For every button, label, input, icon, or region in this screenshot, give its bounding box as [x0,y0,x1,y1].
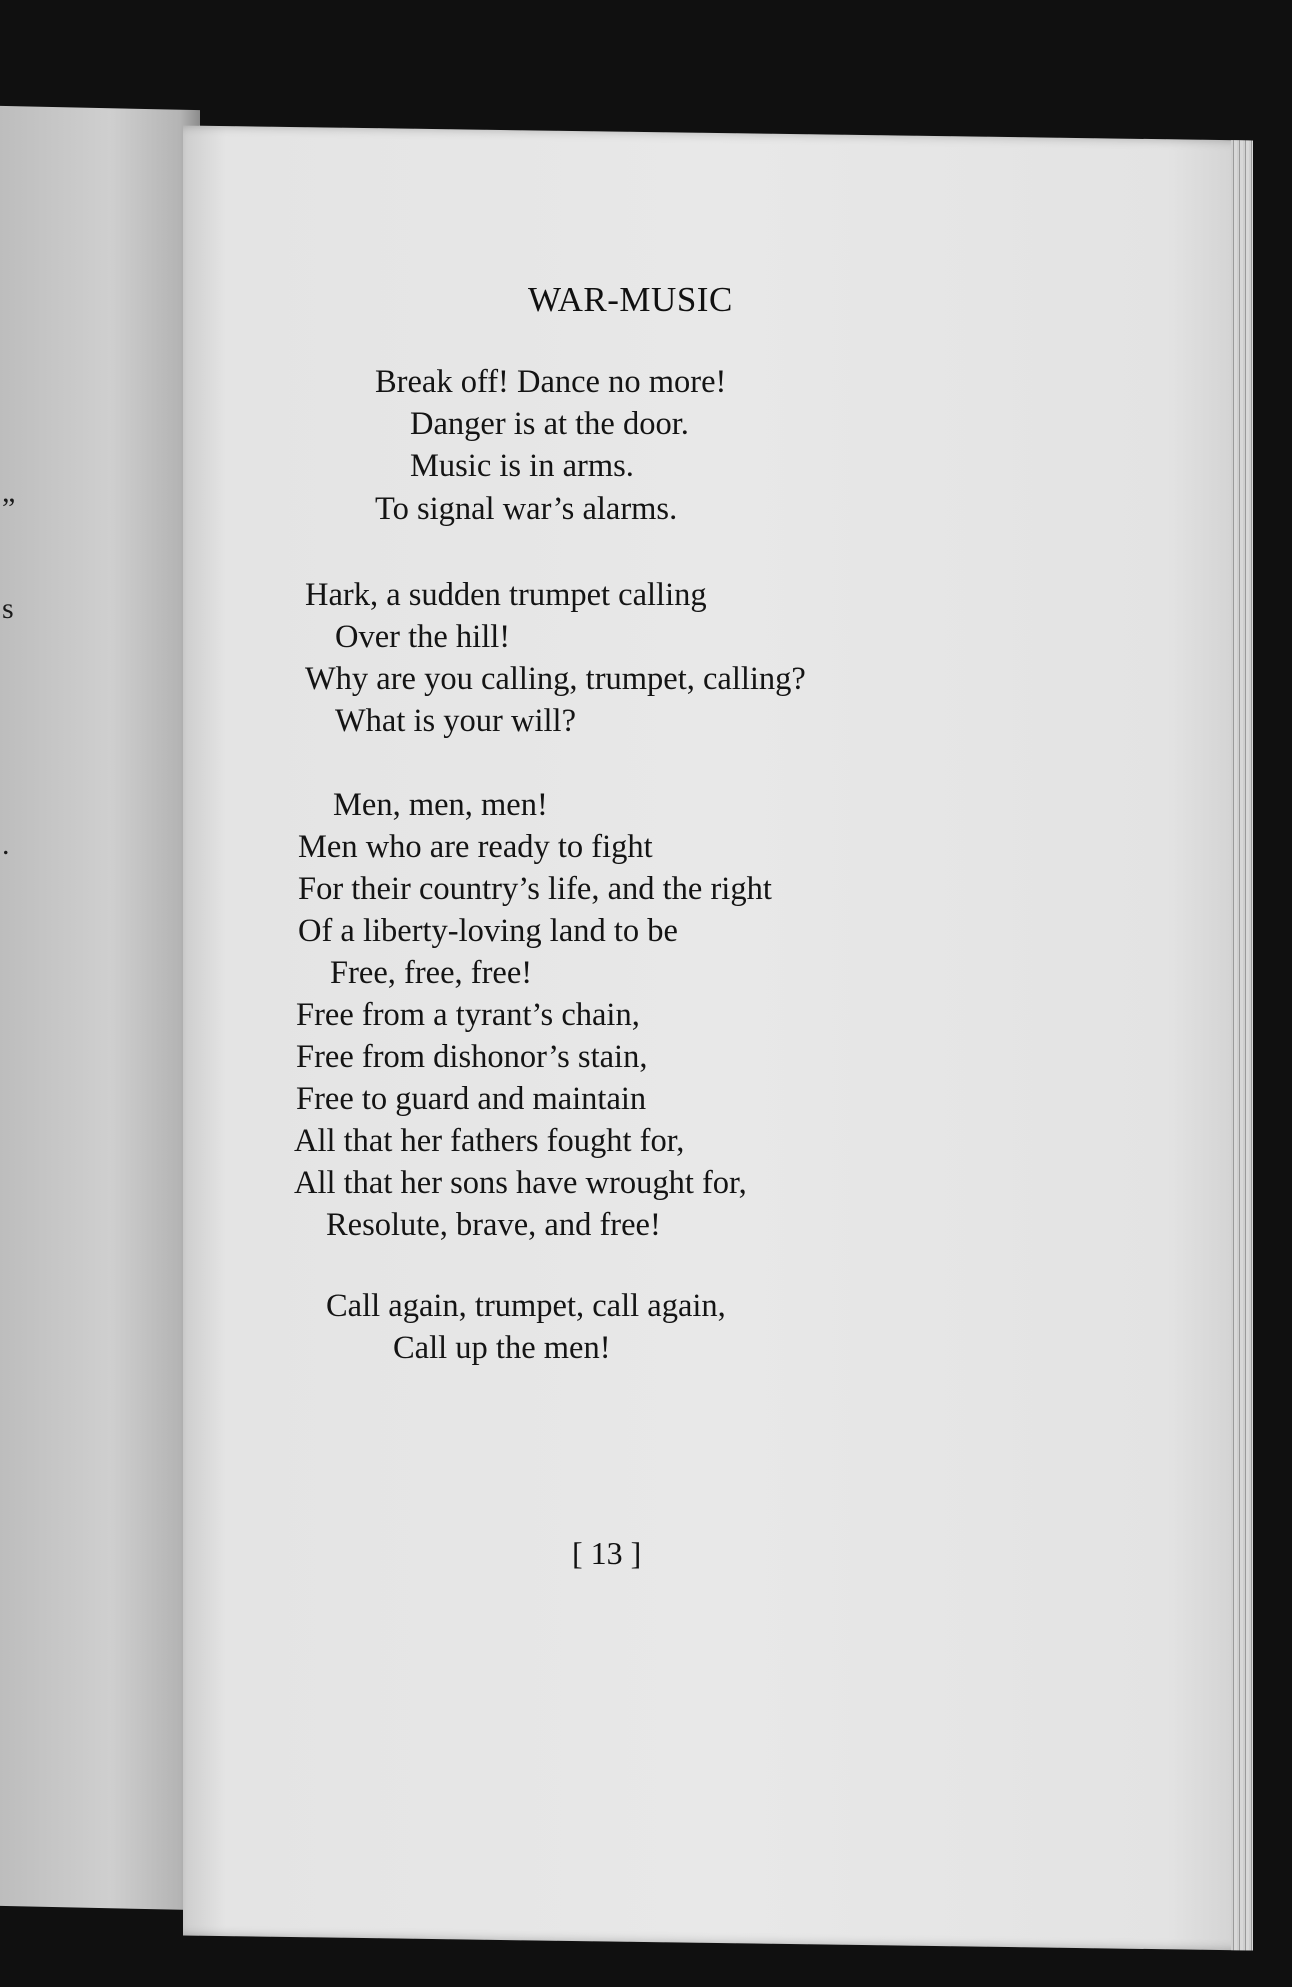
poem-line: Danger is at the door. [410,406,689,442]
poem-line: All that her fathers fought for, [294,1123,685,1159]
poem-line: Men who are ready to fight [298,829,653,865]
poem-line: Over the hill! [335,619,511,655]
poem-line: Call up the men! [393,1330,611,1366]
poem-line: Men, men, men! [333,787,548,823]
poem-line: Music is in arms. [410,448,634,484]
poem-line: Hark, a sudden trumpet calling [305,577,707,613]
poem-line: Free from dishonor’s stain, [296,1039,648,1075]
poem-title: WAR-MUSIC [528,280,733,319]
previous-page-mark: ” [2,492,16,525]
poem-line: Free, free, free! [330,955,533,991]
page-number: [ 13 ] [572,1535,642,1571]
poem-line: Free to guard and maintain [296,1081,647,1117]
poem-line: Of a liberty-loving land to be [298,913,678,949]
poem-line: For their country’s life, and the right [298,871,772,907]
poem-line: Free from a tyrant’s chain, [296,997,640,1033]
poem-line: To signal war’s alarms. [375,491,678,527]
poem-line: Call again, trumpet, call again, [326,1288,726,1324]
previous-page-mark: . [2,828,10,861]
poem-line: Why are you calling, trumpet, calling? [305,661,806,697]
poem-line: All that her sons have wrought for, [294,1165,747,1201]
poem-line: Resolute, brave, and free! [326,1207,661,1243]
previous-page-mark: s [2,592,14,625]
poem-line: What is your will? [335,703,576,739]
poem-line: Break off! Dance no more! [375,364,727,400]
